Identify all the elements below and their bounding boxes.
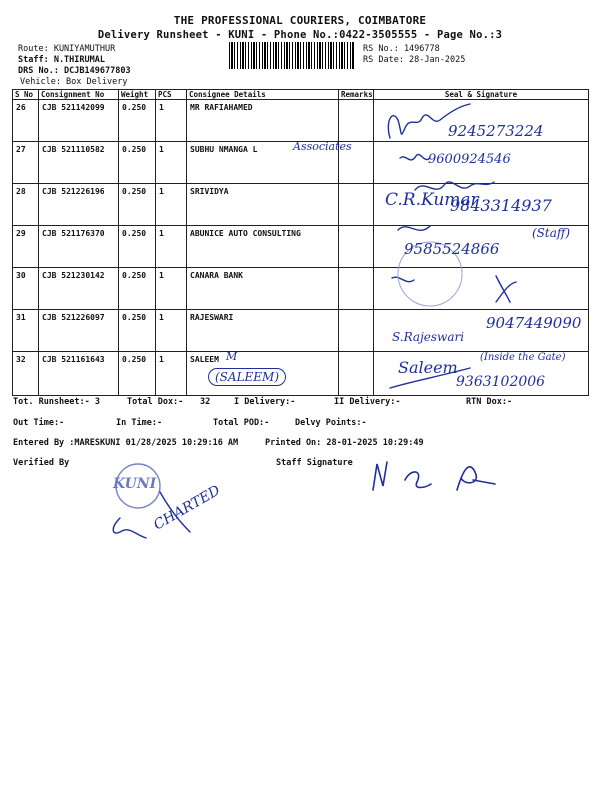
cell-sno: 27	[13, 142, 39, 184]
cell-consignee: CANARA BANK	[187, 268, 339, 310]
cell-remarks	[339, 268, 374, 310]
col-remarks: Remarks	[339, 90, 374, 100]
cell-sno: 31	[13, 310, 39, 352]
tot-runsheet: Tot. Runsheet:- 3	[13, 397, 100, 407]
cell-weight: 0.250	[119, 142, 156, 184]
cell-weight: 0.250	[119, 226, 156, 268]
hw-row27-note: Associates	[293, 140, 352, 153]
hw-row32-phone: 9363102006	[456, 374, 546, 390]
hw-row32-inline: M	[226, 350, 238, 363]
rtn-dox: RTN Dox:-	[466, 397, 513, 407]
hw-row26-phone: 9245273224	[448, 122, 544, 140]
cell-sno: 30	[13, 268, 39, 310]
cell-weight: 0.250	[119, 100, 156, 142]
cell-consignment: CJB 521110582	[39, 142, 119, 184]
cell-pcs: 1	[156, 184, 187, 226]
cell-remarks	[339, 184, 374, 226]
cell-sno: 28	[13, 184, 39, 226]
out-time: Out Time:-	[13, 418, 65, 428]
staff-signature-label: Staff Signature	[276, 458, 353, 468]
route-label: Route: KUNIYAMUTHUR	[18, 44, 116, 54]
col-consignee: Consignee Details	[187, 90, 339, 100]
in-time: In Time:-	[116, 418, 163, 428]
printed-on: Printed On: 28-01-2025 10:29:49	[265, 438, 424, 448]
cell-pcs: 1	[156, 268, 187, 310]
cell-consignee: SALEEM	[187, 352, 339, 396]
cell-sno: 29	[13, 226, 39, 268]
cell-weight: 0.250	[119, 184, 156, 226]
cell-weight: 0.250	[119, 352, 156, 396]
verified-by-label: Verified By	[13, 458, 70, 468]
cell-consignee: RAJESWARI	[187, 310, 339, 352]
company-title: THE PROFESSIONAL COURIERS, COIMBATORE	[173, 14, 427, 27]
cell-weight: 0.250	[119, 310, 156, 352]
total-dox-value: 32	[200, 397, 211, 407]
hw-row32-paren: (SALEEM)	[208, 368, 286, 386]
cell-consignee: SRIVIDYA	[187, 184, 339, 226]
cell-consignment: CJB 521142099	[39, 100, 119, 142]
cell-consignee: MR RAFIAHAMED	[187, 100, 339, 142]
cell-consignee: SUBHU NMANGA L	[187, 142, 339, 184]
i-delivery: I Delivery:-	[234, 397, 296, 407]
cell-pcs: 1	[156, 142, 187, 184]
cell-pcs: 1	[156, 100, 187, 142]
rs-number: RS No.: 1496778	[363, 44, 440, 54]
stamp-kuni: KUNI	[113, 476, 157, 492]
cell-consignment: CJB 521161643	[39, 352, 119, 396]
cell-weight: 0.250	[119, 268, 156, 310]
hw-row28-phone: 9843314937	[450, 196, 552, 215]
vehicle-label: Vehicle: Box Delivery	[20, 77, 128, 87]
cell-consignment: CJB 521226196	[39, 184, 119, 226]
cell-pcs: 1	[156, 226, 187, 268]
cell-consignment: CJB 521226097	[39, 310, 119, 352]
cell-remarks	[339, 226, 374, 268]
cell-consignee: ABUNICE AUTO CONSULTING	[187, 226, 339, 268]
rs-date: RS Date: 28-Jan-2025	[363, 55, 466, 65]
hw-row32-name: Saleem	[398, 358, 458, 377]
barcode-image	[229, 42, 355, 69]
hw-row32-note: (Inside the Gate)	[480, 352, 566, 363]
cell-remarks	[339, 100, 374, 142]
col-consignment: Consignment No	[39, 90, 119, 100]
col-pcs: PCS	[156, 90, 187, 100]
cell-sno: 26	[13, 100, 39, 142]
hw-row31-name: S.Rajeswari	[392, 330, 465, 344]
col-weight: Weight	[119, 90, 156, 100]
hw-row29-note: (Staff)	[532, 226, 571, 240]
col-seal-signature: Seal & Signature	[374, 90, 589, 100]
hw-row29-phone: 9585524866	[404, 240, 500, 258]
cell-sno: 32	[13, 352, 39, 396]
staff-signature-icon	[365, 450, 515, 500]
entered-by: Entered By :MARESKUNI 01/28/2025 10:29:16 AM	[13, 438, 239, 448]
hw-row27-phone: 9600924546	[428, 152, 511, 167]
cell-pcs: 1	[156, 310, 187, 352]
delvy-points: Delvy Points:-	[295, 418, 367, 428]
hw-row31-phone: 9047449090	[486, 314, 582, 332]
total-pod: Total POD:-	[213, 418, 270, 428]
ii-delivery: II Delivery:-	[334, 397, 401, 407]
cell-consignment: CJB 521230142	[39, 268, 119, 310]
col-sno: S No	[13, 90, 39, 100]
cell-remarks	[339, 352, 374, 396]
cell-pcs: 1	[156, 352, 187, 396]
stamp-note: CHARTED	[150, 482, 224, 534]
drs-number: DRS No.: DCJB149677803	[18, 66, 131, 76]
total-dox-label: Total Dox:-	[127, 397, 184, 407]
runsheet-subtitle: Delivery Runsheet - KUNI - Phone No.:0422-3505555 - Page No.:3	[97, 29, 503, 41]
cell-remarks	[339, 310, 374, 352]
cell-consignment: CJB 521176370	[39, 226, 119, 268]
staff-label: Staff: N.THIRUMAL	[18, 55, 105, 65]
hw-row28-name: C.R.Kumar	[385, 190, 479, 210]
